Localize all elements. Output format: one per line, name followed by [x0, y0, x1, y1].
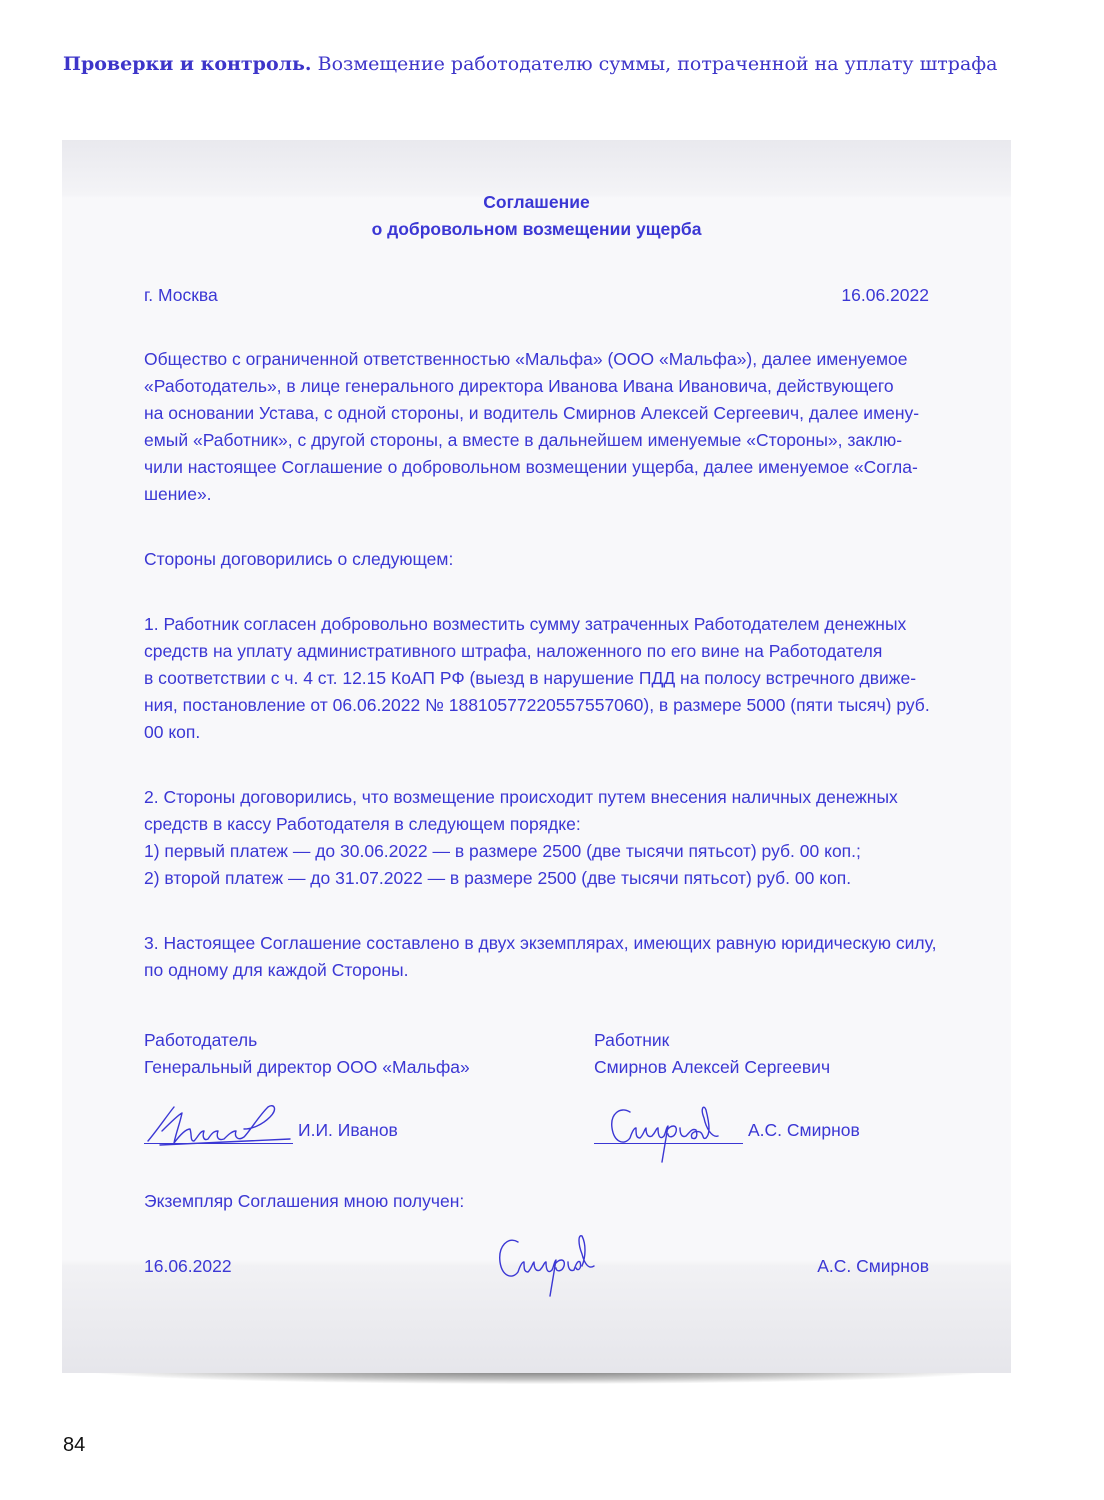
clause-line: 00 коп.	[144, 722, 201, 742]
clause-line: 2) второй платеж — до 31.07.2022 — в размере 2500 (две тысячи пятьсот) руб. 00 коп.	[144, 868, 852, 888]
employee-full-name: Смирнов Алексей Сергеевич	[594, 1057, 831, 1077]
clause-line: в соответствии с ч. 4 ст. 12.15 КоАП РФ (выезд в нарушение ПДД на полосу встречного движе-	[144, 668, 917, 688]
clause-line: ния, постановление от 06.06.2022 № 18810577220557557060), в размере 5000 (пяти тысяч) руб.	[144, 695, 930, 715]
receipt-signature	[490, 1226, 600, 1301]
employer-role: Работодатель	[144, 1030, 258, 1050]
document-title-line2: о добровольном возмещении ущерба	[371, 219, 702, 239]
clause-line: средств на уплату административного штрафа, наложенного по его вине на Работодателя	[144, 641, 883, 661]
preamble-line: на основании Устава, с одной стороны, и водитель Смирнов Алексей Сергеевич, далее имену-	[144, 403, 920, 423]
clause-line: 2. Стороны договорились, что возмещение происходит путем внесения наличных денежных	[144, 787, 898, 807]
employee-signature	[600, 1092, 730, 1167]
receipt-date: 16.06.2022	[144, 1256, 232, 1276]
page-number: 84	[63, 1434, 86, 1456]
preamble-line: шение».	[144, 484, 212, 504]
preamble-line: Общество с ограниченной ответственностью «Мальфа» (ООО «Мальфа»), далее именуемое	[144, 349, 908, 369]
document-title-line1: Соглашение	[483, 192, 590, 212]
page-header	[63, 53, 1063, 75]
clause-line: средств в кассу Работодателя в следующем порядке:	[144, 814, 581, 834]
employer-position: Генеральный директор ООО «Мальфа»	[144, 1057, 470, 1077]
clause-line: 1) первый платеж — до 30.06.2022 — в размере 2500 (две тысячи пятьсот) руб. 00 коп.;	[144, 841, 861, 861]
header-title: Возмещение работодателю суммы, потраченной на уплату штрафа	[317, 53, 998, 75]
preamble-line: чили настоящее Соглашение о добровольном возмещении ущерба, далее именуемое «Согла-	[144, 457, 918, 477]
employee-signature-name: А.С. Смирнов	[748, 1120, 860, 1140]
document-date: 16.06.2022	[841, 285, 929, 305]
clause-line: 1. Работник согласен добровольно возместить сумму затраченных Работодателем денежных	[144, 614, 907, 634]
preamble-line: емый «Работник», с другой стороны, а вместе в дальнейшем именуемые «Стороны», заклю-	[144, 430, 903, 450]
clause-line: 3. Настоящее Соглашение составлено в двух экземплярах, имеющих равную юридическую силу,	[144, 933, 937, 953]
employer-signature	[140, 1095, 290, 1155]
clause-line: по одному для каждой Стороны.	[144, 960, 409, 980]
document-city: г. Москва	[144, 285, 218, 305]
employer-signature-name: И.И. Иванов	[298, 1120, 398, 1140]
preamble-line: «Работодатель», в лице генерального директора Иванова Ивана Ивановича, действующего	[144, 376, 894, 396]
employee-role: Работник	[594, 1030, 670, 1050]
receipt-statement: Экземпляр Соглашения мною получен:	[144, 1191, 465, 1211]
header-section: Проверки и контроль.	[63, 53, 312, 75]
agreed-statement: Стороны договорились о следующем:	[144, 549, 454, 569]
receipt-name: А.С. Смирнов	[817, 1256, 929, 1276]
